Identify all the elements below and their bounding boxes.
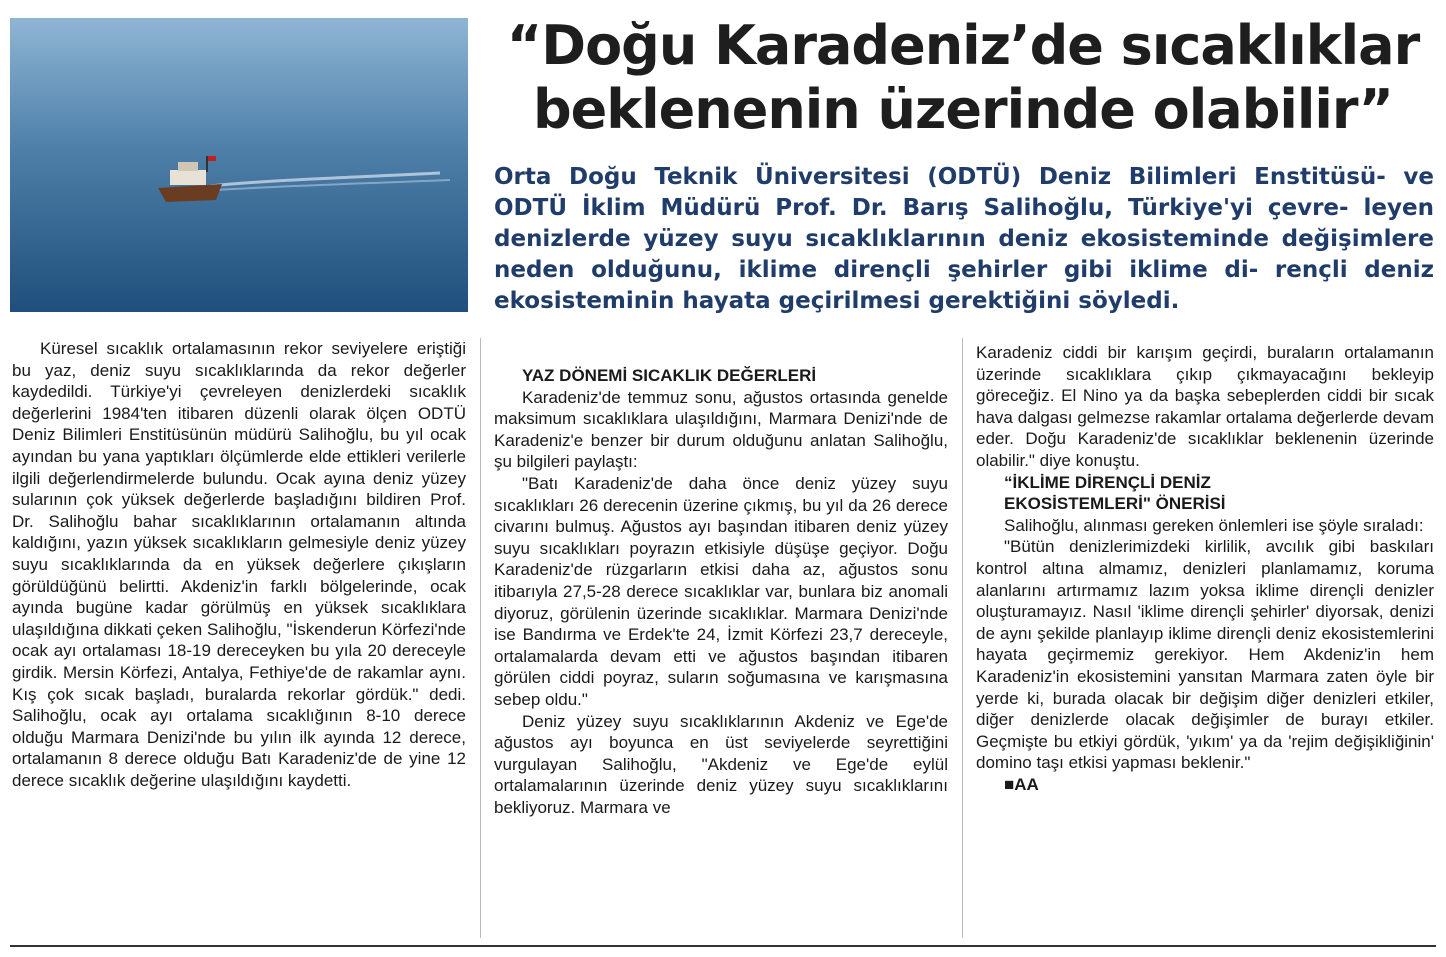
subheading: YAZ DÖNEMİ SICAKLIK DEĞERLERİ (522, 366, 817, 385)
body-paragraph: "Bütün denizlerimizdeki kirlilik, avcılık gibi baskıları kontrol altına almamız, denizleri planlamamız, koruma alanlarını artırmamız lazım yoksa iklime dirençli denizler oluşturamayız. Nasıl 'iklime dirençli şehirler' diyorsak, denizi de aynı şekilde planlayıp iklime dirençli deniz ekosistemlerini hayata geçirmemiz gerekiyor. Hem Akdeniz'in hem Karadeniz'in ekosistemini yansıtan Marmara zaten öyle bir yerde ki, burada olacak bir değişim diğer denizleri etkiler, diğer denizlerde olacak değişimler de burayı etkiler. Geçmişte bu etkiyi gördük, 'yıkım' ya da 'rejim değişikliğinin' domino taşı etkisi yapması beklenir." (976, 537, 1434, 773)
article-column-1 (12, 338, 466, 791)
headline-line-2: beklenenin üzerinde olabilir” (532, 78, 1394, 141)
sea-boat-photo (10, 18, 468, 312)
body-paragraph: "Batı Karadeniz'de daha önce deniz yüzey suyu sıcaklıkları 26 derecenin üzerine çıkmış, bu yıl da 26 derece civarını bulmuş. Ağustos ayı başından itibaren deniz yüzey suyu sıcaklıkları poyrazın etkisiyle düşüşe geçiyor. Doğu Karadeniz'de rüzgarların etkisi daha az, ağustos sonu itibarıyla 27,5-28 derece sıcaklıklar var, bunlara biz anomali diyoruz, görülenin üzerinde sıcaklıklar. Marmara Denizi'nde ise Bandırma ve Erdek'te 24, İzmit Körfezi 23,7 dereceyle, ortalamalarda devam etti ve ağustos başından itibaren görülen ciddi poyraz, suların soğumasına ve karışmasına sebep oldu." (494, 473, 948, 709)
body-paragraph: Karadeniz'de temmuz sonu, ağustos ortasında genelde maksimum sıcaklıklara ulaşıldığını, Marmara Denizi'nde de Karadeniz'e benzer bir durum olduğunu anlatan Salihoğlu, şu bilgileri paylaştı: (494, 387, 948, 472)
column-divider (480, 338, 481, 938)
column-divider (962, 338, 963, 938)
lead-paragraph: Orta Doğu Teknik Üniversitesi (ODTÜ) Deniz Bilimleri Enstitüsü- ve ODTÜ İklim Müdürü Prof. Dr. Barış Salihoğlu, Türkiye'yi çevre- leyen denizlerde yüzey suyu sıcaklıklarının deniz ekosisteminde değişimlere neden olduğunu, iklime dirençli şehirler gibi iklime di- rençli deniz ekosisteminin hayata geçirilmesi gerektiğini söyledi. (494, 164, 1434, 314)
boat-photo-graphic (10, 18, 468, 312)
subheading: “İKLİME DİRENÇLİ DENİZ (1004, 472, 1211, 492)
headline (488, 14, 1438, 142)
bottom-rule (10, 945, 1436, 947)
body-paragraph: Karadeniz ciddi bir karışım geçirdi, buraların ortalamanın üzerinde sıcaklıklara çıkıp çıkmayacağını bekleyip göreceğiz. El Nino ya da başka sebeplerden ciddi bir sıcak hava dalgası gelmezse rakamlar ortalama değerlerde devam eder. Doğu Karadeniz'de sıcaklıklar beklenenin üzerinde olabilir." diye konuştu. (976, 343, 1434, 470)
agency-signature: ■AA (1004, 774, 1039, 794)
body-paragraph: Küresel sıcaklık ortalamasının rekor seviyelere eriştiği bu yaz, deniz suyu sıcaklıklarında da rekor değerler kaydedildi. Türkiye'yi çevreleyen denizlerdeki sıcaklık değerlerini 1984'ten itibaren düzenli olarak ölçen ODTÜ Deniz Bilimleri Enstitüsünün müdürü Salihoğlu, bu yıl ocak ayından bu yana yaptıkları ölçümlerde elde ettikleri verilerle ilgili değerlendirmelerde bulundu. Ocak ayına deniz yüzey sularının çok yüksek değerlerde başladığını bildiren Prof. Dr. Salihoğlu bahar sıcaklıklarının ortalamanın altında kaldığını, yazın yüksek sıcaklıkların gelmesiyle deniz yüzey suyu sıcaklıklarında da en yüksek değerlere çıkışların görüldüğünü belirtti. Akdeniz'in farklı bölgelerinde, ocak ayında bugüne kadar görülmüş en yüksek sıcaklıklara ulaşıldığına dikkati çeken Salihoğlu, "İskenderun Körfezi'nde ocak ayı ortalaması 18-19 dereceyken bu yıla 20 dereceyle girdik. Mersin Körfezi, Antalya, Fethiye'de de rakamlar aynı. Kış çok sıcak başladı, buralarda rekorlar gördük." dedi. Salihoğlu, ocak ayı ortalama sıcaklığının 8-10 derece olduğu Marmara Denizi'nde bu yılın ilk ayında 12 derece, ortalamanın 8 derece olduğu Batı Karadeniz'de de yine 12 derece sıcaklık değerine ulaşıldığını kaydetti. (12, 339, 466, 790)
article-column-3 (976, 342, 1434, 795)
article-column-2 (494, 365, 948, 818)
headline-line-1: “Doğu Karadeniz’de sıcaklıklar (506, 14, 1420, 77)
subheading: EKOSİSTEMLERİ" ÖNERİSİ (1004, 494, 1226, 514)
body-paragraph: Salihoğlu, alınması gereken önlemleri ise şöyle sıraladı: (1004, 515, 1424, 535)
body-paragraph: Deniz yüzey suyu sıcaklıklarının Akdeniz ve Ege'de ağustos ayı boyunca en üst seviyelerde seyrettiğini vurgulayan Salihoğlu, "Akdeniz ve Ege'de eylül ortalamalarının üzerinde deniz yüzey suyu sıcaklıklarını bekliyoruz. Marmara ve (494, 711, 948, 817)
